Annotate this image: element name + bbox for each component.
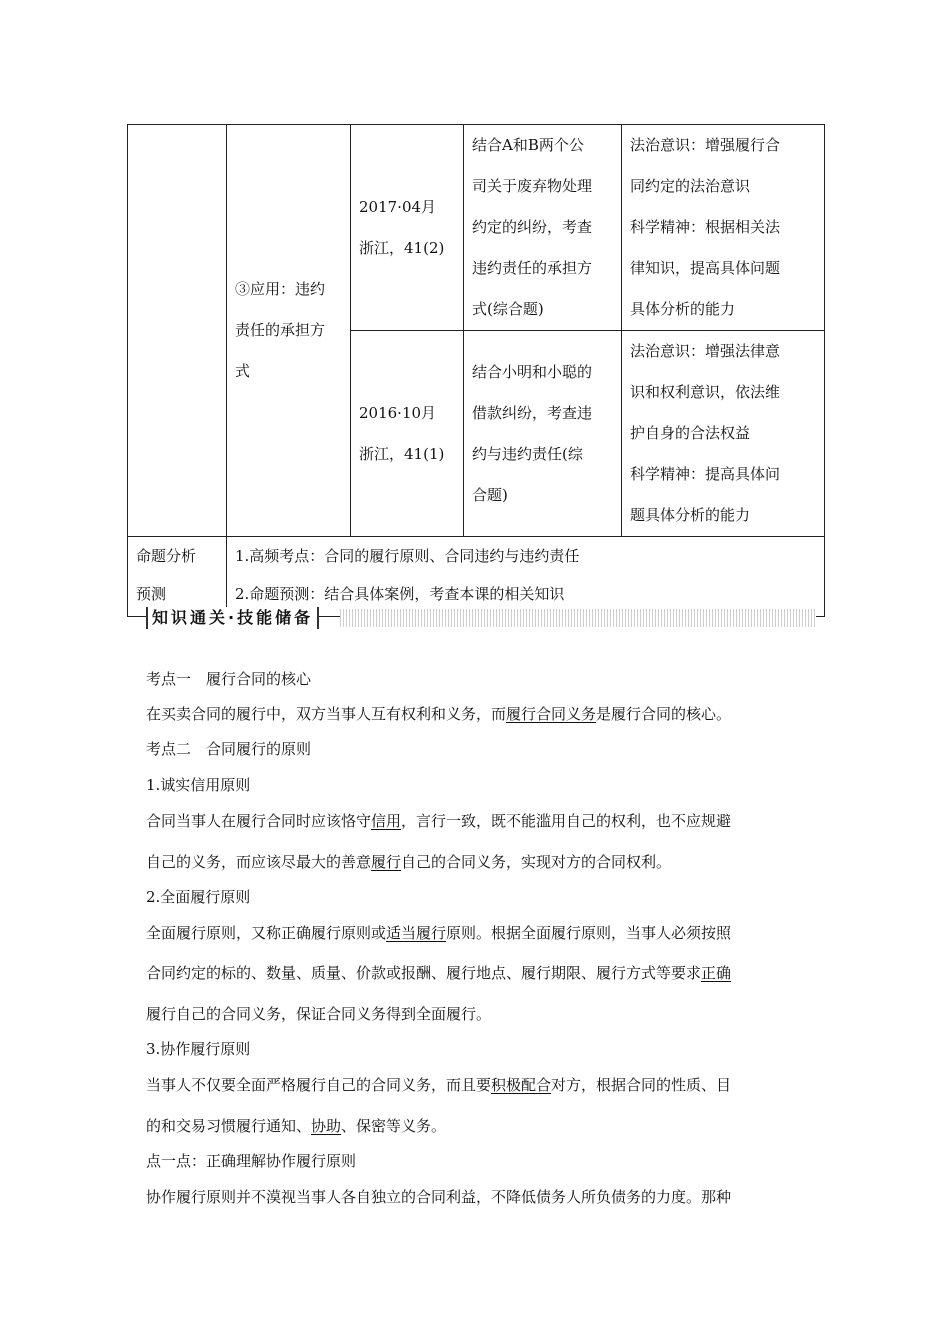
table-cell-topic: ③应用：违约 责任的承担方 式 (227, 125, 351, 537)
paragraph-line: 的和交易习惯履行通知、协助、保密等义务。 (146, 1117, 447, 1135)
paragraph-line: 在买卖合同的履行中，双方当事人互有权利和义务，而履行合同义务是履行合同的核心。 (146, 705, 732, 723)
section-heading: 2.全面履行原则 (146, 888, 251, 906)
table-cell-analysis-label: 命题分析 预测 (128, 537, 227, 617)
banner-stripe (340, 609, 816, 627)
underlined-term: 信用 (371, 812, 402, 830)
underlined-term: 履行 (371, 853, 402, 871)
exam-analysis-table (127, 124, 825, 617)
table-cell-question: 结合小明和小聪的 借款纠纷，考查违 约与违约责任(综 合题) (464, 331, 622, 537)
kp2-heading: 考点二 合同履行的原则 (146, 740, 312, 758)
table-cell-date: 2016·10月 浙江，41(1) (351, 331, 464, 537)
table-cell-literacy: 法治意识：增强履行合 同约定的法治意识 科学精神：根据相关法 律知识，提高具体问题 具体分析的能力 (622, 125, 825, 331)
tip-heading: 点一点：正确理解协作履行原则 (146, 1152, 357, 1170)
section-heading: 3.协作履行原则 (146, 1040, 251, 1058)
underlined-term: 积极配合 (491, 1076, 552, 1094)
paragraph-line: 自己的义务，而应该尽最大的善意履行自己的合同义务，实现对方的合同权利。 (146, 853, 672, 871)
underlined-term: 协助 (311, 1117, 342, 1135)
paragraph-line: 协作履行原则并不漠视当事人各自独立的合同利益，不降低债务人所负债务的力度。那种 (146, 1188, 732, 1206)
section-banner (146, 607, 816, 629)
table-cell-analysis-text: 1.高频考点：合同的履行原则、合同违约与违约责任 2.命题预测：结合具体案例，考查本课的相关知识 (227, 537, 825, 617)
table-cell-question: 结合A和B两个公 司关于废弃物处理 约定的纠纷，考查 违约责任的承担方 式(综合题) (464, 125, 622, 331)
underlined-term: 适当履行 (386, 924, 447, 942)
banner-title: 知识通关·技能储备 (146, 607, 319, 629)
paragraph-line: 全面履行原则，又称正确履行原则或适当履行原则。根据全面履行原则，当事人必须按照 (146, 924, 732, 942)
table-cell-literacy: 法治意识：增强法律意 识和权利意识，依法维 护自身的合法权益 科学精神：提高具体问 题具体分析的能力 (622, 331, 825, 537)
underlined-term: 履行合同义务 (506, 705, 597, 723)
table-cell-date: 2017·04月 浙江，41(2) (351, 125, 464, 331)
table-cell-empty (128, 125, 227, 537)
paragraph-line: 当事人不仅要全面严格履行自己的合同义务，而且要积极配合对方，根据合同的性质、目 (146, 1076, 732, 1094)
paragraph-line: 合同约定的标的、数量、质量、价款或报酬、履行地点、履行期限、履行方式等要求正确 (146, 964, 732, 982)
underlined-term: 正确 (701, 964, 732, 982)
section-heading: 1.诚实信用原则 (146, 776, 251, 794)
kp1-heading: 考点一 履行合同的核心 (146, 670, 312, 688)
paragraph-line: 履行自己的合同义务，保证合同义务得到全面履行。 (146, 1005, 492, 1023)
paragraph-line: 合同当事人在履行合同时应该恪守信用，言行一致，既不能滥用自己的权利，也不应规避 (146, 812, 732, 830)
